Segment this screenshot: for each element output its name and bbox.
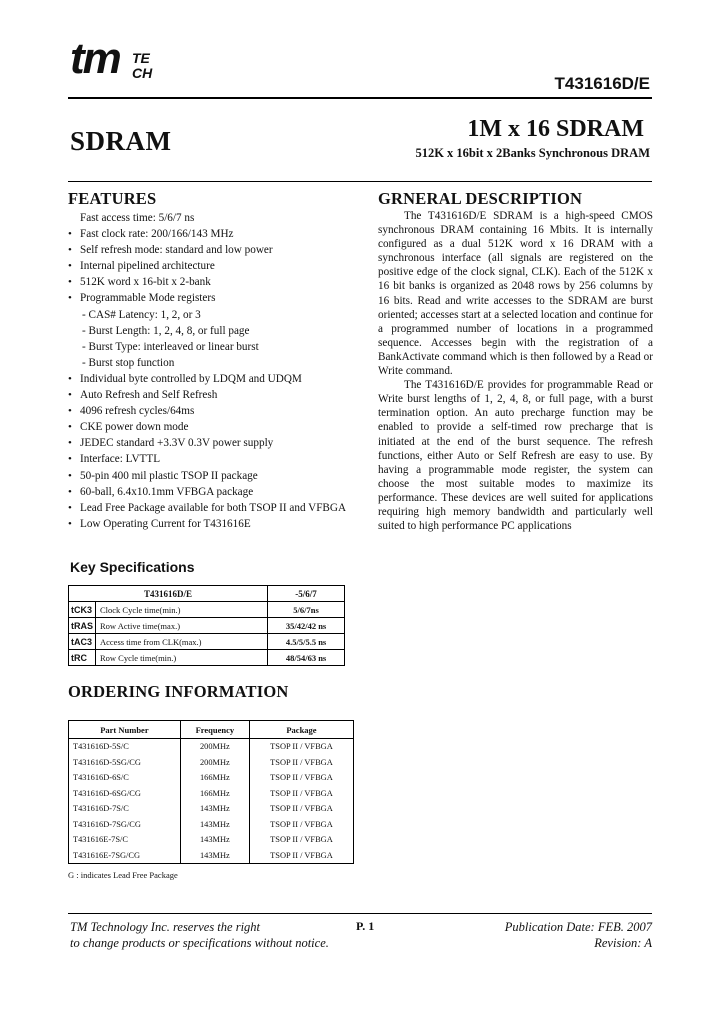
feature-item: • Fast clock rate: 200/166/143 MHz (68, 226, 358, 242)
ordering-row (69, 739, 354, 755)
feature-item: • CKE power down mode (68, 419, 358, 435)
feature-item: • Low Operating Current for T431616E (68, 516, 358, 532)
description-paragraph-1: The T431616D/E SDRAM is a high-speed CMOS synchronous DRAM containing 16 Mbits. It is internally configured as a dual 512K word x 16 DRAM with a synchronous interface (all signals are registered on the positive edge of the clock signal, CLK). Each of the 512K x 16 bit banks is organized as 2048 rows by 256 columns by 16 bits. Read and write accesses to the SDRAM are burst oriented; accesses start at a selected location and continue for a programmed number of locations in a programmed sequence. Accesses begin with the registration of a BankActivate command which is then followed by a Read or Write command. (378, 210, 653, 378)
footer-disclaimer (70, 919, 329, 951)
company-logo (70, 34, 170, 94)
key-specs-header-row (69, 586, 345, 602)
product-subtitle: 512K x 16bit x 2Banks Synchronous DRAM (415, 146, 650, 160)
ordering-frequency: 166MHz (180, 786, 249, 802)
ordering-frequency: 200MHz (180, 739, 249, 755)
feature-item: • Auto Refresh and Self Refresh (68, 387, 358, 403)
ordering-package: TSOP II / VFBGA (249, 770, 353, 786)
ordering-part-number: T431616D-5S/C (69, 739, 181, 755)
features-list (68, 210, 358, 532)
key-specs-grade-header: -5/6/7 (268, 586, 345, 602)
ordering-row (69, 817, 354, 833)
description-heading: GRNERAL DESCRIPTION (378, 189, 583, 208)
ordering-row (69, 801, 354, 817)
ordering-frequency: 143MHz (180, 832, 249, 848)
page-number: P. 1 (356, 919, 375, 933)
part-number: T431616D/E (554, 74, 650, 93)
key-specs-row (69, 650, 345, 666)
spec-value: 4.5/5/5.5 ns (268, 634, 345, 650)
ordering-package: TSOP II / VFBGA (249, 801, 353, 817)
ordering-part-number: T431616D-5SG/CG (69, 755, 181, 771)
ordering-header-row (69, 721, 354, 739)
feature-item: Fast access time: 5/6/7 ns (80, 212, 195, 224)
feature-item: • Programmable Mode registers (68, 290, 358, 306)
footer-publication (505, 919, 652, 951)
ordering-part-number: T431616D-6SG/CG (69, 786, 181, 802)
feature-item: - CAS# Latency: 1, 2, or 3 (82, 308, 201, 321)
ordering-package: TSOP II / VFBGA (249, 786, 353, 802)
spec-value: 35/42/42 ns (268, 618, 345, 634)
header-rule (68, 97, 652, 99)
ordering-row (69, 786, 354, 802)
lead-free-note: G : indicates Lead Free Package (68, 870, 178, 880)
title-rule (68, 181, 652, 182)
ordering-col-frequency: Frequency (180, 721, 249, 739)
ordering-row (69, 770, 354, 786)
spec-symbol: tCK3 (69, 602, 96, 618)
ordering-part-number: T431616E-7SG/CG (69, 848, 181, 864)
ordering-frequency: 166MHz (180, 770, 249, 786)
logo-top: TE (132, 50, 150, 66)
spec-value: 5/6/7ns (268, 602, 345, 618)
ordering-part-number: T431616E-7S/C (69, 832, 181, 848)
feature-item: • 50-pin 400 mil plastic TSOP II package (68, 468, 358, 484)
ordering-table (68, 720, 354, 864)
logo-bottom: CH (132, 65, 153, 81)
ordering-frequency: 200MHz (180, 755, 249, 771)
ordering-heading: ORDERING INFORMATION (68, 682, 289, 701)
spec-symbol: tAC3 (69, 634, 96, 650)
feature-item: • 60-ball, 6.4x10.1mm VFBGA package (68, 484, 358, 500)
feature-item: - Burst stop function (82, 356, 175, 369)
ordering-row (69, 755, 354, 771)
feature-item: • 4096 refresh cycles/64ms (68, 403, 358, 419)
description-paragraph-2: The T431616D/E provides for programmable Read or Write burst lengths of 1, 2, 4, 8, or full page, with a burst termination option. An auto precharge function may be enabled to provide a self-timed row precharge that is initiated at the end of the burst sequence. The refresh functions, either Auto or Self Refresh are easy to use. By having a programmable mode register, the system can choose the most suitable modes to maximize its performance. These devices are well suited for applications requiring high memory bandwidth and particularly well suited to high performance PC applications (378, 379, 653, 533)
logo-main: tm (70, 34, 120, 83)
key-specs-heading: Key Specifications (70, 559, 195, 575)
spec-description: Clock Cycle time(min.) (96, 602, 268, 618)
ordering-row (69, 848, 354, 864)
product-title: 1M x 16 SDRAM (467, 116, 644, 142)
spec-symbol: tRAS (69, 618, 96, 634)
footer-rule (68, 913, 652, 914)
ordering-frequency: 143MHz (180, 801, 249, 817)
ordering-package: TSOP II / VFBGA (249, 739, 353, 755)
ordering-frequency: 143MHz (180, 817, 249, 833)
ordering-part-number: T431616D-7S/C (69, 801, 181, 817)
key-specs-part-header: T431616D/E (69, 586, 268, 602)
revision: Revision: A (594, 936, 652, 950)
ordering-package: TSOP II / VFBGA (249, 817, 353, 833)
ordering-frequency: 143MHz (180, 848, 249, 864)
spec-value: 48/54/63 ns (268, 650, 345, 666)
publication-date: Publication Date: FEB. 2007 (504, 920, 652, 934)
key-specs-row (69, 602, 345, 618)
feature-item: - Burst Length: 1, 2, 4, 8, or full page (82, 324, 250, 337)
footer-disclaimer-line1: TM Technology Inc. reserves the right (70, 920, 261, 934)
spec-description: Row Active time(max.) (96, 618, 268, 634)
ordering-row (69, 832, 354, 848)
key-specs-row (69, 634, 345, 650)
feature-item: • Lead Free Package available for both TSOP II and VFBGA (68, 500, 358, 516)
feature-item: - Burst Type: interleaved or linear burst (82, 340, 259, 353)
family-title: SDRAM (70, 126, 172, 156)
ordering-col-package: Package (249, 721, 353, 739)
feature-item: • Interface: LVTTL (68, 451, 358, 467)
feature-item: • JEDEC standard +3.3V 0.3V power supply (68, 435, 358, 451)
feature-item: • Self refresh mode: standard and low power (68, 242, 358, 258)
feature-item: • Individual byte controlled by LDQM and UDQM (68, 371, 358, 387)
ordering-part-number: T431616D-7SG/CG (69, 817, 181, 833)
description-body (378, 209, 653, 533)
key-specs-row (69, 618, 345, 634)
ordering-col-part: Part Number (69, 721, 181, 739)
spec-description: Row Cycle time(min.) (96, 650, 268, 666)
key-specs-table (68, 585, 345, 666)
spec-symbol: tRC (69, 650, 96, 666)
feature-item: • 512K word x 16-bit x 2-bank (68, 274, 358, 290)
feature-item: • Internal pipelined architecture (68, 258, 358, 274)
ordering-package: TSOP II / VFBGA (249, 832, 353, 848)
ordering-package: TSOP II / VFBGA (249, 755, 353, 771)
features-heading: FEATURES (68, 189, 157, 208)
spec-description: Access time from CLK(max.) (96, 634, 268, 650)
ordering-part-number: T431616D-6S/C (69, 770, 181, 786)
ordering-package: TSOP II / VFBGA (249, 848, 353, 864)
footer-disclaimer-line2: to change products or specifications without notice. (70, 936, 329, 950)
